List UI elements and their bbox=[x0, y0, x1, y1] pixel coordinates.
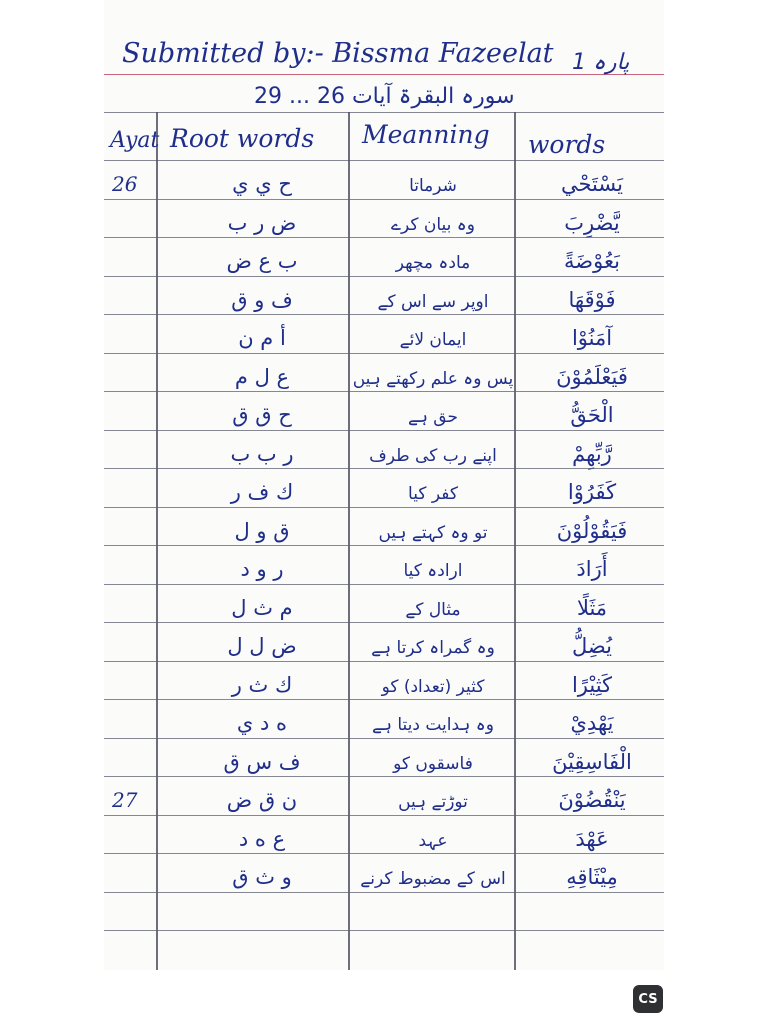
arabic-word: مَثَلًا bbox=[576, 595, 608, 620]
table-row bbox=[104, 276, 664, 314]
arabic-word: الْفَاسِقِيْنَ bbox=[552, 749, 632, 774]
arabic-word: رَّبِّهِمْ bbox=[572, 441, 612, 466]
meaning-text: کفر کیا bbox=[408, 484, 458, 504]
root-word: ك ث ر bbox=[231, 672, 293, 697]
arabic-word: كَثِيْرًا bbox=[571, 672, 613, 697]
root-word: ف س ق bbox=[223, 749, 301, 774]
root-word: ح ق ق bbox=[232, 403, 292, 427]
camscanner-badge: CS bbox=[633, 985, 663, 1013]
root-word: ف و ق bbox=[231, 287, 293, 312]
root-word: ح ي ي bbox=[232, 172, 292, 196]
arabic-word: كَفَرُوْا bbox=[567, 480, 617, 504]
root-word: ع ه د bbox=[238, 826, 286, 851]
arabic-word: يَسْتَحْي bbox=[561, 172, 623, 196]
arabic-word: بَعُوْضَةً bbox=[564, 249, 620, 273]
meaning-text: اوپر سے اس کے bbox=[377, 291, 489, 312]
meaning-text: اس کے مضبوط کرنے bbox=[360, 869, 506, 889]
table-row bbox=[104, 468, 664, 506]
root-word: ع ل م bbox=[234, 364, 290, 389]
arabic-word: فَيَقُوْلُوْنَ bbox=[556, 518, 628, 543]
meaning-text: عہد bbox=[418, 830, 448, 851]
table-row bbox=[104, 391, 664, 429]
column-heading-words: words bbox=[528, 130, 606, 159]
column-heading-meaning: Meanning bbox=[362, 120, 490, 149]
meaning-text: فاسقوں کو bbox=[393, 753, 473, 774]
meaning-text: شرماتا bbox=[409, 176, 457, 196]
column-heading-root-words: Root words bbox=[170, 124, 315, 153]
submitted-by-text: Submitted by:- Bissma Fazeelat bbox=[122, 38, 554, 69]
table-row bbox=[104, 430, 664, 468]
meaning-text: مادہ مچھر bbox=[395, 253, 471, 273]
root-word: ق و ل bbox=[234, 518, 290, 543]
table-row bbox=[104, 545, 664, 583]
table-row bbox=[104, 622, 664, 660]
ayat-number: 26 bbox=[112, 172, 138, 196]
arabic-word: عَهْدَ bbox=[575, 826, 609, 851]
root-word: ض ل ل bbox=[227, 634, 297, 658]
surah-title: سورہ البقرۃ آیات 26 ... 29 bbox=[254, 84, 515, 109]
header-rule bbox=[104, 112, 664, 113]
row-rule bbox=[104, 930, 664, 931]
arabic-word: يَنْقُضُوْنَ bbox=[558, 788, 626, 812]
table-row bbox=[104, 661, 664, 699]
table-row bbox=[104, 237, 664, 275]
meaning-text: کثیر (تعداد) کو bbox=[381, 676, 485, 697]
table-row bbox=[104, 507, 664, 545]
meaning-text: مثال کے bbox=[405, 599, 461, 620]
notebook-page bbox=[104, 0, 664, 970]
arabic-word: أَرَادَ bbox=[576, 557, 608, 581]
meaning-text: وہ بیان کرے bbox=[391, 214, 475, 235]
para-label: پارہ 1 bbox=[572, 50, 630, 75]
meaning-text: ارادہ کیا bbox=[403, 561, 463, 581]
ayat-number: 27 bbox=[112, 788, 138, 812]
table-row bbox=[104, 853, 664, 891]
table-row bbox=[104, 584, 664, 622]
meaning-text: حق ہے bbox=[407, 407, 458, 427]
row-rule bbox=[104, 892, 664, 893]
table-row bbox=[104, 699, 664, 737]
root-word: ك ف ر bbox=[230, 480, 294, 504]
table-row bbox=[104, 199, 664, 237]
arabic-word: فَوْقَهَا bbox=[568, 287, 616, 312]
root-word: م ث ل bbox=[231, 595, 293, 620]
arabic-word: يَّضْرِبَ bbox=[564, 210, 620, 235]
root-word: ه د ي bbox=[236, 711, 288, 735]
arabic-word: آمَنُوْا bbox=[571, 326, 613, 350]
root-word: ب ع ض bbox=[226, 249, 298, 273]
root-word: و ث ق bbox=[232, 865, 292, 889]
meaning-text: وہ ہدایت دیتا ہے bbox=[372, 715, 494, 735]
column-heading-ayat: Ayat bbox=[110, 128, 160, 153]
root-word: ن ق ض bbox=[226, 788, 298, 812]
meaning-text: وہ گمراہ کرتا ہے bbox=[371, 638, 495, 658]
meaning-text: توڑتے ہیں bbox=[398, 792, 468, 812]
meaning-text: اپنے رب کی طرف bbox=[369, 445, 497, 466]
arabic-word: الْحَقُّ bbox=[570, 403, 614, 427]
arabic-word: يُضِلُّ bbox=[572, 634, 612, 658]
arabic-word: مِيْثَاقِهِ bbox=[566, 865, 618, 889]
table-row bbox=[104, 353, 664, 391]
table-row bbox=[104, 815, 664, 853]
table-row bbox=[104, 738, 664, 776]
meaning-text: پس وہ علم رکھتے ہیں bbox=[352, 368, 514, 389]
root-word: ر ب ب bbox=[230, 441, 294, 466]
arabic-word: يَهْدِيْ bbox=[570, 711, 614, 735]
table-row bbox=[104, 776, 664, 814]
meaning-text: ایمان لائے bbox=[399, 330, 467, 350]
table-row bbox=[104, 160, 664, 198]
table-row bbox=[104, 314, 664, 352]
arabic-word: فَيَعْلَمُوْنَ bbox=[556, 364, 628, 389]
meaning-text: تو وہ کہتے ہیں bbox=[378, 522, 488, 543]
root-word: ض ر ب bbox=[227, 210, 297, 235]
root-word: أ م ن bbox=[238, 326, 286, 350]
root-word: ر و د bbox=[240, 557, 284, 581]
